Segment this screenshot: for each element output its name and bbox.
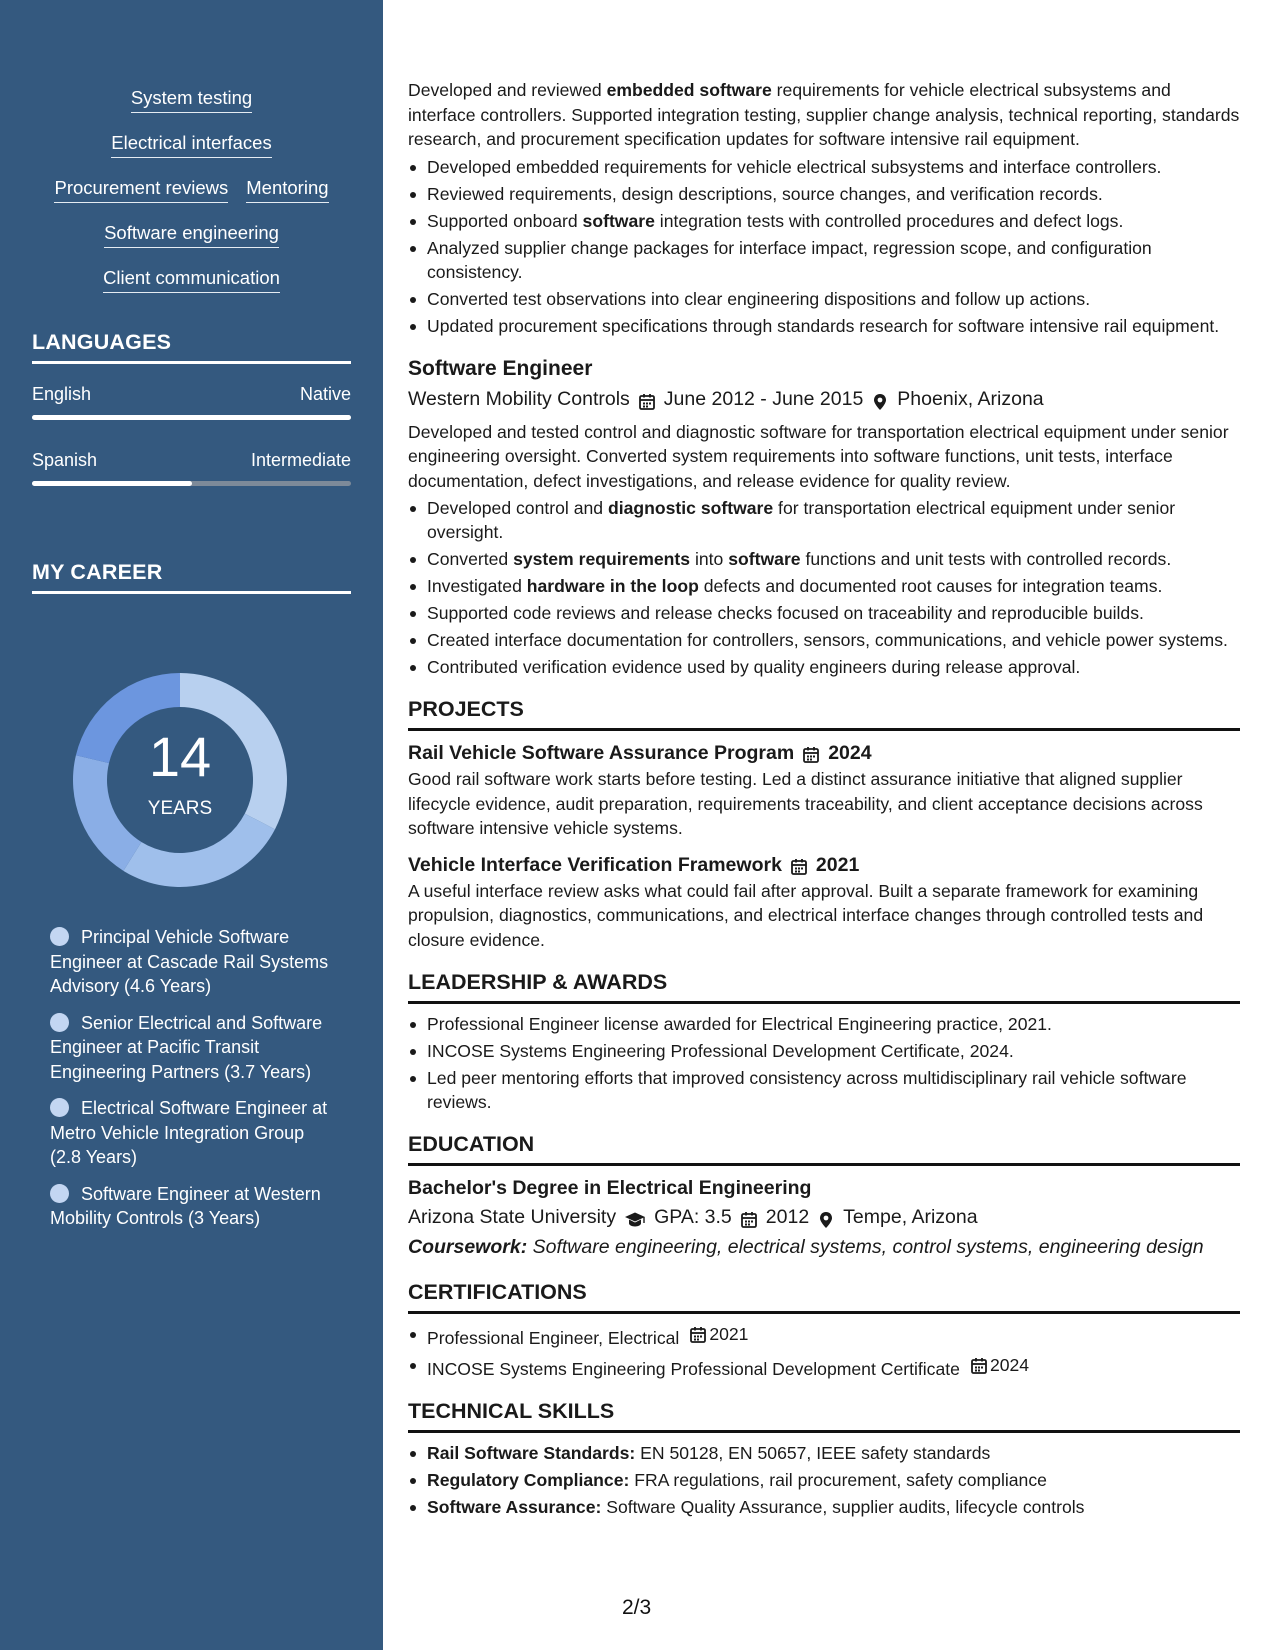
skill-row bbox=[20, 266, 363, 311]
projects-list bbox=[408, 739, 1240, 952]
job-bullets bbox=[408, 496, 1240, 679]
graduation-cap-icon bbox=[624, 1208, 646, 1226]
text-run: Developed and tested control and diagnostic software for transportation electrical equipment under senior engineering oversight. Converted system requirements into software functions, unit tests, interface documentation, defect investigations, and release evidence for quality review. bbox=[408, 421, 1229, 491]
coursework-text: Software engineering, electrical systems, control systems, engineering design bbox=[527, 1236, 1204, 1258]
career-item bbox=[50, 1011, 340, 1085]
school-location: Tempe, Arizona bbox=[843, 1206, 978, 1228]
skill-row bbox=[20, 221, 363, 266]
language-spanish bbox=[32, 450, 351, 486]
languages-heading: LANGUAGES bbox=[32, 330, 351, 364]
leadership-list bbox=[408, 1012, 1240, 1114]
text-run: requirements for vehicle electrical subsystems and interface controllers. Supported integration testing, supplier change analysis, technical reporting, standards research, and procurement specification updates for software intensive rail equipment. bbox=[408, 80, 1240, 149]
skill-tag: System testing bbox=[131, 86, 252, 113]
project bbox=[408, 739, 1240, 841]
career-label: Electrical Software Engineer at Metro Vehicle Integration Group (2.8 Years) bbox=[50, 1098, 328, 1167]
project-title-row bbox=[408, 851, 1240, 879]
language-level-fill bbox=[32, 415, 351, 420]
page-number: 2/3 bbox=[622, 1596, 652, 1619]
bullet-item bbox=[408, 182, 1240, 206]
career-item bbox=[50, 925, 340, 999]
bullet-item bbox=[408, 1468, 1240, 1492]
school-name: Arizona State University bbox=[408, 1206, 617, 1228]
degree-title: Bachelor's Degree in Electrical Engineering bbox=[408, 1177, 812, 1199]
career-item bbox=[50, 1182, 340, 1231]
coursework-label: Coursework: bbox=[408, 1236, 528, 1258]
certification-item bbox=[408, 1353, 1240, 1381]
certification-name: INCOSE Systems Engineering Professional Development Certificate bbox=[427, 1359, 960, 1379]
skill-row bbox=[20, 131, 363, 176]
bullet-item bbox=[408, 314, 1240, 338]
career-total-unit: YEARS bbox=[147, 798, 213, 819]
bullet-item bbox=[408, 1066, 1240, 1114]
certification-name: Professional Engineer, Electrical bbox=[427, 1328, 680, 1348]
language-level-fill bbox=[32, 481, 192, 486]
bold-text: hardware in the loop bbox=[526, 576, 699, 596]
technical-skills-heading: TECHNICAL SKILLS bbox=[408, 1399, 1240, 1433]
sidebar bbox=[0, 0, 383, 1650]
calendar-icon bbox=[638, 390, 656, 408]
bullet-item bbox=[408, 601, 1240, 625]
map-pin-icon bbox=[871, 390, 889, 408]
career-donut-chart bbox=[62, 662, 298, 898]
language-name: English bbox=[32, 384, 92, 404]
career-legend-dot bbox=[50, 1098, 69, 1117]
language-level-bar bbox=[32, 481, 351, 486]
text-run: Converted bbox=[427, 549, 514, 569]
text-run: into bbox=[690, 549, 729, 569]
bullet-item bbox=[408, 628, 1240, 652]
project-year: 2024 bbox=[828, 742, 872, 764]
career-item bbox=[50, 1096, 340, 1170]
calendar-icon bbox=[790, 856, 808, 874]
certifications-list bbox=[408, 1322, 1240, 1381]
gpa: GPA: 3.5 bbox=[654, 1206, 732, 1228]
text-run: Created interface documentation for controllers, sensors, communications, and vehicle power systems. bbox=[427, 630, 1228, 650]
project-title: Rail Vehicle Software Assurance Program bbox=[408, 742, 795, 764]
language-level: Native bbox=[299, 384, 351, 404]
certification-item bbox=[408, 1322, 1240, 1350]
text-run: Professional Engineer license awarded for Electrical Engineering practice, 2021. bbox=[427, 1014, 1052, 1034]
career-label: Software Engineer at Western Mobility Controls (3 Years) bbox=[50, 1183, 321, 1228]
coursework bbox=[408, 1232, 1240, 1262]
bullet-item bbox=[408, 1012, 1240, 1036]
map-pin-icon bbox=[817, 1208, 835, 1226]
job-summary bbox=[408, 78, 1240, 152]
bold-text: software bbox=[728, 549, 801, 569]
career-heading: MY CAREER bbox=[32, 560, 351, 594]
job-dates: June 2012 - June 2015 bbox=[663, 387, 864, 410]
bold-text: diagnostic software bbox=[607, 498, 774, 518]
text-run: Developed control and bbox=[427, 498, 608, 518]
text-run: INCOSE Systems Engineering Professional Development Certificate, 2024. bbox=[427, 1041, 1014, 1061]
job-meta bbox=[408, 384, 1240, 414]
skills-list bbox=[20, 86, 363, 311]
career-donut-segment bbox=[123, 814, 275, 887]
text-run: Converted test observations into clear engineering dispositions and follow up actions. bbox=[427, 288, 1091, 309]
technical-skills-list bbox=[408, 1441, 1240, 1519]
career-list bbox=[50, 925, 340, 1243]
skill-row bbox=[20, 86, 363, 131]
text-run: Supported code reviews and release checks focused on traceability and reproducible builds. bbox=[427, 603, 1144, 623]
text-run: for transportation electrical equipment under senior oversight. bbox=[427, 498, 1176, 542]
language-english bbox=[32, 384, 351, 420]
skill-tag: Mentoring bbox=[246, 176, 328, 203]
bullet-item bbox=[408, 155, 1240, 179]
career-label: Principal Vehicle Software Engineer at Cascade Rail Systems Advisory (4.6 Years) bbox=[50, 927, 329, 996]
bullet-item bbox=[408, 574, 1240, 598]
text-run: Contributed verification evidence used by quality engineers during release approval. bbox=[427, 657, 1081, 677]
text-run: FRA regulations, rail procurement, safety compliance bbox=[629, 1470, 1047, 1490]
calendar-icon bbox=[740, 1208, 758, 1226]
job-location: Phoenix, Arizona bbox=[897, 387, 1044, 410]
text-run: Developed and reviewed bbox=[408, 80, 607, 100]
certifications-heading: CERTIFICATIONS bbox=[408, 1280, 1240, 1314]
language-level-bar bbox=[32, 415, 351, 420]
bold-text: Regulatory Compliance: bbox=[427, 1470, 630, 1490]
bold-text: Software Assurance: bbox=[427, 1497, 602, 1517]
text-run: Updated procurement specifications through standards research for software intensive rail equipment. bbox=[427, 315, 1220, 336]
bold-text: system requirements bbox=[513, 549, 691, 569]
bullet-item bbox=[408, 1039, 1240, 1063]
leadership-heading: LEADERSHIP & AWARDS bbox=[408, 970, 1240, 1004]
text-run: Analyzed supplier change packages for interface impact, regression scope, and configuration consistency. bbox=[427, 237, 1152, 282]
bullet-item bbox=[408, 655, 1240, 679]
text-run: integration tests with controlled procedures and defect logs. bbox=[654, 210, 1124, 231]
text-run: Led peer mentoring efforts that improved consistency across multidisciplinary rail vehicle software reviews. bbox=[427, 1068, 1187, 1112]
language-level: Intermediate bbox=[250, 450, 351, 470]
text-run: EN 50128, EN 50657, IEEE safety standards bbox=[635, 1443, 991, 1463]
skill-tag: Client communication bbox=[103, 266, 280, 293]
bullet-item bbox=[408, 209, 1240, 233]
bullet-item bbox=[408, 496, 1240, 544]
graduation-year: 2012 bbox=[765, 1206, 810, 1228]
job-title: Software Engineer bbox=[408, 356, 593, 380]
career-label: Senior Electrical and Software Engineer at Pacific Transit Engineering Partners (3.7 Years) bbox=[50, 1012, 323, 1082]
main-content bbox=[408, 78, 1240, 1519]
text-run: Reviewed requirements, design descriptions, source changes, and verification records. bbox=[427, 183, 1103, 204]
job-bullets bbox=[408, 155, 1240, 338]
career-donut-segment bbox=[73, 755, 141, 871]
text-run: Developed embedded requirements for vehicle electrical subsystems and interface controllers. bbox=[427, 156, 1162, 177]
project-title-row bbox=[408, 739, 1240, 767]
career-legend-dot bbox=[50, 927, 69, 946]
certification-year: 2021 bbox=[709, 1324, 749, 1344]
bullet-item bbox=[408, 236, 1240, 284]
language-name: Spanish bbox=[32, 450, 98, 470]
text-run: Supported onboard bbox=[427, 210, 583, 231]
skill-tag: Procurement reviews bbox=[54, 176, 228, 203]
career-legend-dot bbox=[50, 1184, 69, 1203]
bullet-item bbox=[408, 1441, 1240, 1465]
calendar-icon bbox=[802, 744, 820, 762]
project-description: Good rail software work starts before testing. Led a distinct assurance initiative that aligned supplier lifecycle evidence, audit preparation, requirements traceability, and client acceptance decisions across software intensive vehicle systems. bbox=[408, 769, 1203, 838]
bullet-item bbox=[408, 287, 1240, 311]
text-run: functions and unit tests with controlled records. bbox=[800, 549, 1172, 569]
education-meta bbox=[408, 1202, 1240, 1232]
skill-tag: Software engineering bbox=[104, 221, 279, 248]
job-summary bbox=[408, 420, 1240, 494]
career-total-years: 14 bbox=[148, 725, 212, 788]
career-legend-dot bbox=[50, 1013, 69, 1032]
text-run: Software Quality Assurance, supplier audits, lifecycle controls bbox=[601, 1497, 1085, 1517]
text-run: Investigated bbox=[427, 576, 527, 596]
certification-year: 2024 bbox=[989, 1355, 1030, 1375]
projects-heading: PROJECTS bbox=[408, 697, 1240, 731]
text-run: defects and documented root causes for integration teams. bbox=[698, 576, 1163, 596]
bold-text: Rail Software Standards: bbox=[427, 1443, 636, 1463]
bold-text: embedded software bbox=[606, 80, 772, 100]
project-year: 2021 bbox=[815, 853, 860, 876]
skill-row bbox=[20, 176, 363, 221]
job-company: Western Mobility Controls bbox=[408, 387, 630, 410]
calendar-icon bbox=[689, 1326, 705, 1342]
bullet-item bbox=[408, 547, 1240, 571]
project bbox=[408, 851, 1240, 953]
bold-text: software bbox=[582, 210, 655, 231]
education-heading: EDUCATION bbox=[408, 1132, 1240, 1166]
project-title: Vehicle Interface Verification Framework bbox=[408, 853, 782, 876]
skill-tag: Electrical interfaces bbox=[111, 131, 271, 158]
bullet-item bbox=[408, 1495, 1240, 1519]
project-description: A useful interface review asks what could fail after approval. Built a separate framework for examining propulsion, diagnostics, communications, and electrical interface changes through controlled tests and closure evidence. bbox=[408, 880, 1204, 950]
calendar-icon bbox=[970, 1357, 986, 1373]
